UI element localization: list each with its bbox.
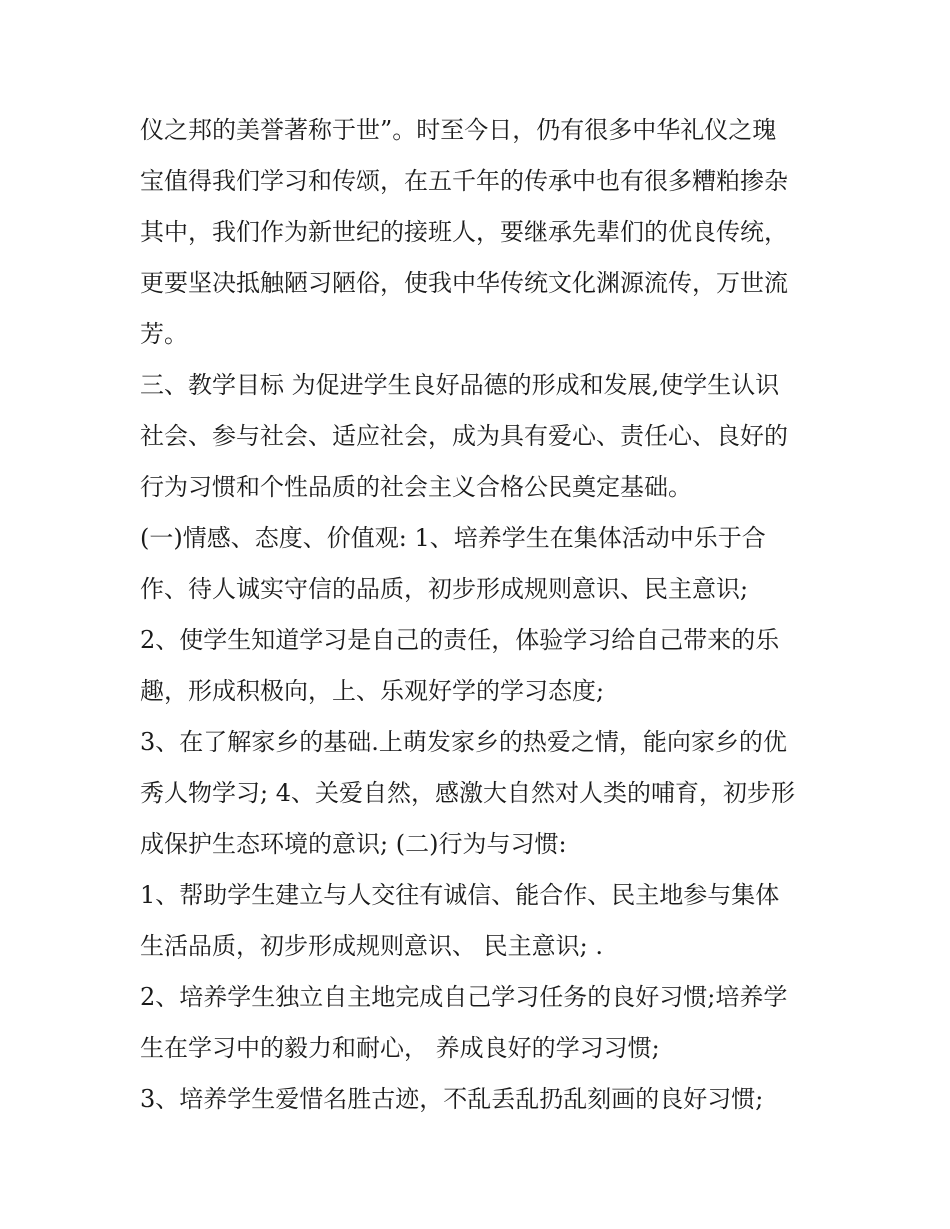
section-heading-line: 三、教学目标 为促进学生良好品德的形成和发展,使学生认识: [140, 371, 780, 399]
document-body: [140, 110, 820, 1130]
text-line: 生活品质，初步形成规则意识、 民主意识; .: [140, 932, 603, 960]
text-line: 1、帮助学生建立与人交往有诚信、能合作、民主地参与集体: [140, 881, 780, 909]
text-line: 趣，形成积极向，上、乐观好学的学习态度;: [140, 677, 605, 705]
text-line: (一)情感、态度、价值观: 1、培养学生在集体活动中乐于合: [140, 524, 766, 552]
text-line: 仪之邦的美誉著称于世”。时至今日，仍有很多中华礼仪之瑰: [140, 116, 777, 144]
text-line: 3、在了解家乡的基础.上萌发家乡的热爱之情，能向家乡的优: [140, 728, 787, 756]
text-line: 更要坚决抵触陋习陋俗，使我中华传统文化渊源流传，万世流: [140, 269, 788, 297]
text-line: 3、培养学生爱惜名胜古迹，不乱丢乱扔乱刻画的良好习惯;: [140, 1085, 764, 1113]
text-line: 社会、参与社会、适应社会，成为具有爱心、责任心、良好的: [140, 422, 788, 450]
text-line: 芳。: [140, 320, 188, 348]
text-line: 行为习惯和个性品质的社会主义合格公民奠定基础。: [140, 473, 692, 501]
text-line: 作、待人诚实守信的品质，初步形成规则意识、民主意识;: [140, 575, 749, 603]
text-line: 2、培养学生独立自主地完成自己学习任务的良好习惯;培养学: [140, 983, 788, 1011]
text-line: 生在学习中的毅力和耐心， 养成良好的学习习惯;: [140, 1034, 660, 1062]
text-line: 其中，我们作为新世纪的接班人，要继承先辈们的优良传统，: [140, 218, 788, 246]
text-line: 秀人物学习; 4、关爱自然，感激大自然对人类的哺育，初步形: [140, 779, 795, 807]
text-line: 2、使学生知道学习是自己的责任，体验学习给自己带来的乐: [140, 626, 780, 654]
text-line: 宝值得我们学习和传颂，在五千年的传承中也有很多糟粕掺杂: [140, 167, 788, 195]
text-line: 成保护生态环境的意识; (二)行为与习惯:: [140, 830, 567, 858]
